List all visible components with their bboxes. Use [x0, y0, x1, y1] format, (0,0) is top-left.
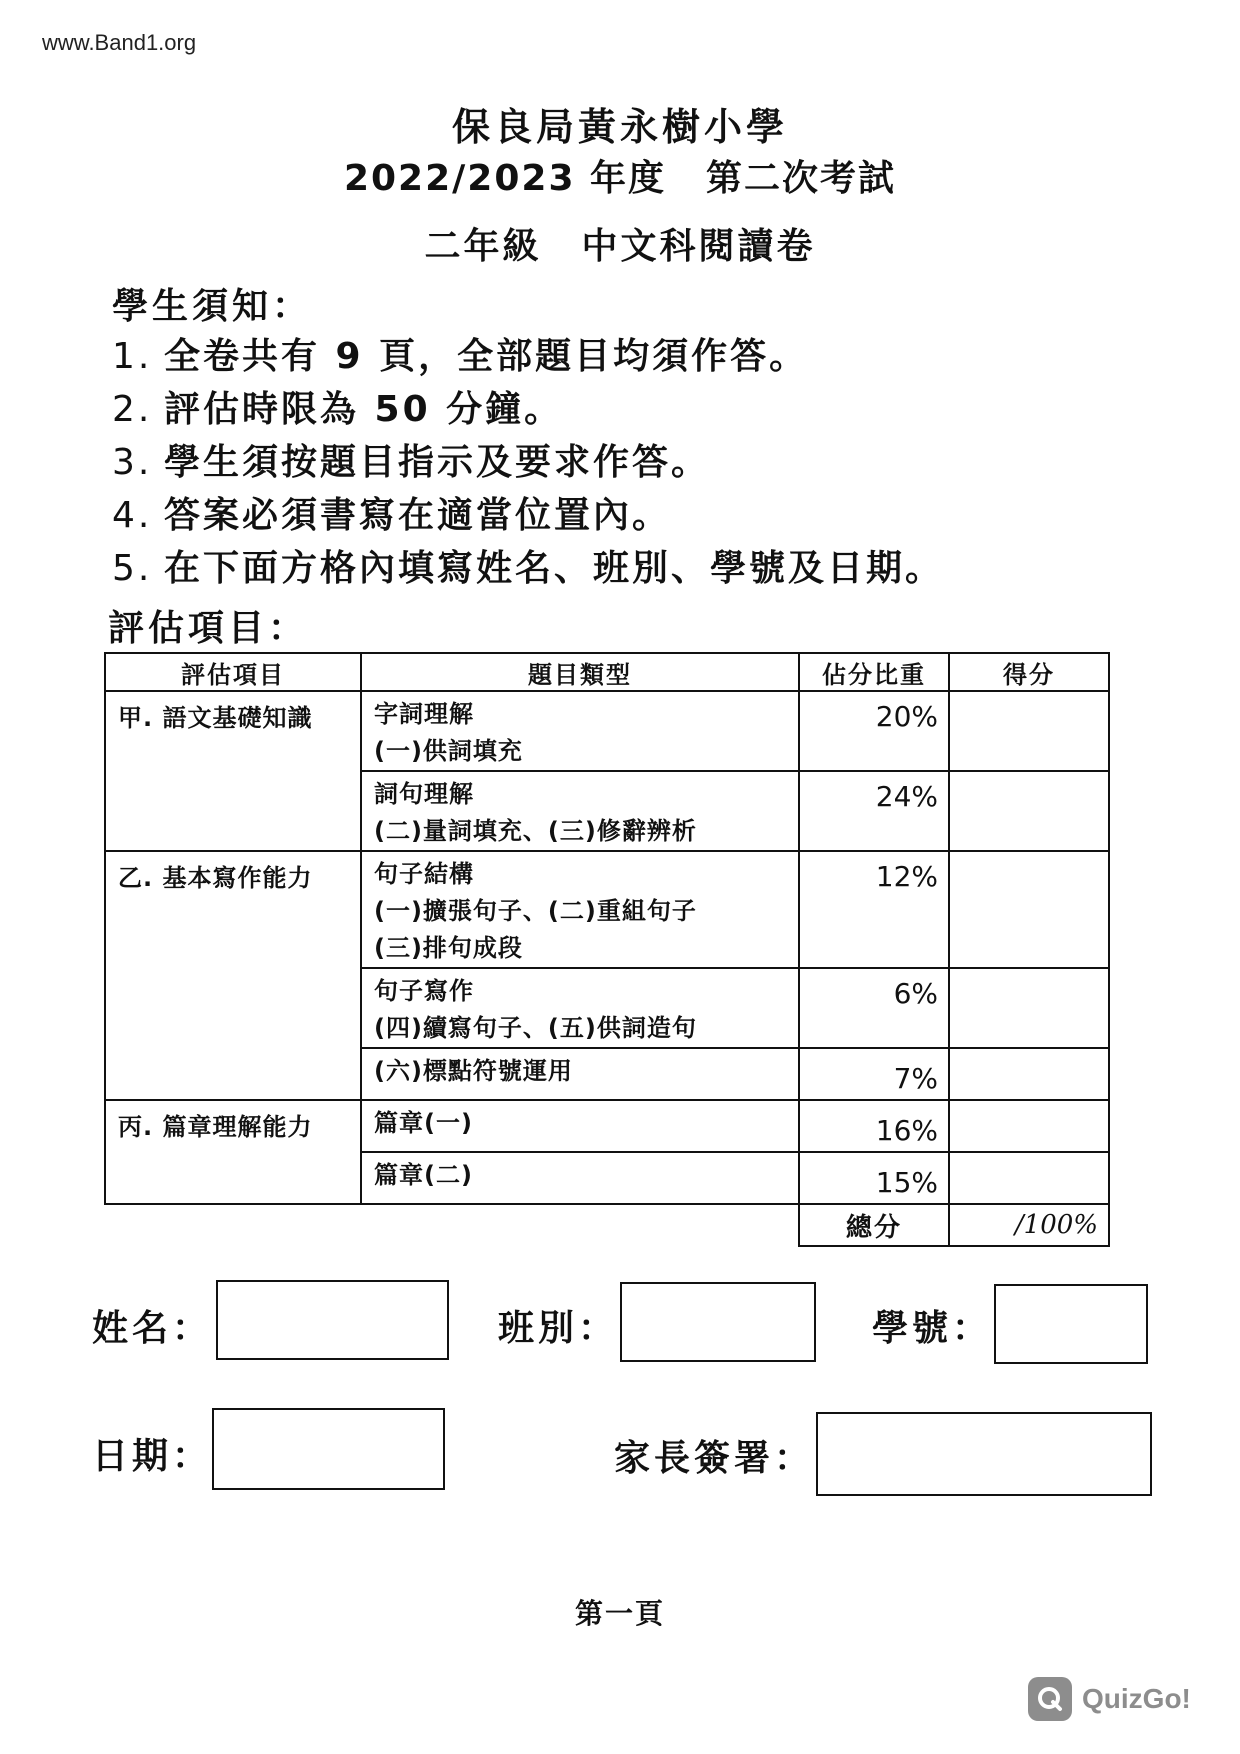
score-cell[interactable] [949, 851, 1109, 968]
question-type: 句子結構 (一)擴張句子、(二)重組句子 (三)排句成段 [361, 851, 799, 968]
rule-item: 1. 全卷共有 9 頁，全部題目均須作答。 [112, 336, 809, 377]
question-type: 句子寫作 (四)續寫句子、(五)供詞造句 [361, 968, 799, 1048]
student-number-field[interactable] [994, 1284, 1148, 1364]
score-cell[interactable] [949, 1048, 1109, 1100]
rule-item: 4. 答案必須書寫在適當位置內。 [112, 495, 672, 536]
class-label: 班別： [498, 1308, 619, 1349]
assessment-item: 甲. 語文基礎知識 [105, 691, 361, 851]
column-header: 得分 [949, 653, 1109, 691]
weight-value: 15% [799, 1152, 949, 1204]
question-type: 篇章(一) [361, 1100, 799, 1152]
total-row [105, 1204, 1109, 1246]
grade-label: 二年級 [424, 226, 542, 267]
brand-name: QuizGo! [1082, 1683, 1191, 1714]
quizgo-logo-icon [1028, 1677, 1072, 1721]
table-row [105, 1100, 1109, 1152]
student-number-label: 學號： [872, 1308, 993, 1349]
weight-value: 6% [799, 968, 949, 1048]
school-name: 保良局黃永樹小學 [451, 105, 788, 149]
school-year: 2022/2023 年度 [343, 158, 667, 199]
notice-heading: 學生須知： [112, 286, 313, 327]
column-header: 評估項目 [105, 653, 361, 691]
exam-title [0, 150, 1240, 201]
score-cell[interactable] [949, 968, 1109, 1048]
date-label: 日期： [92, 1436, 213, 1477]
name-field[interactable] [216, 1280, 449, 1360]
question-type: 字詞理解 (一)供詞填充 [361, 691, 799, 771]
weight-value: 20% [799, 691, 949, 771]
assessment-heading: 評估項目： [108, 608, 309, 649]
column-header: 佔分比重 [799, 653, 949, 691]
score-cell[interactable] [949, 1100, 1109, 1152]
name-label: 姓名： [92, 1308, 213, 1349]
brand-watermark [1028, 1676, 1191, 1722]
class-field[interactable] [620, 1282, 816, 1362]
parent-signature-field[interactable] [816, 1412, 1152, 1496]
assessment-item: 乙. 基本寫作能力 [105, 851, 361, 1100]
exam-name: 第二次考試 [706, 158, 897, 199]
rule-item: 5. 在下面方格內填寫姓名、班別、學號及日期。 [112, 548, 945, 589]
weight-value: 16% [799, 1100, 949, 1152]
table-row [105, 691, 1109, 771]
rule-item: 3. 學生須按題目指示及要求作答。 [112, 442, 711, 483]
weight-value: 12% [799, 851, 949, 968]
parent-signature-label: 家長簽署： [614, 1438, 815, 1479]
rule-item: 2. 評估時限為 50 分鐘。 [112, 389, 564, 430]
question-type: 詞句理解 (二)量詞填充、(三)修辭辨析 [361, 771, 799, 851]
paper-name: 中文科閱讀卷 [581, 226, 816, 267]
weight-value: 24% [799, 771, 949, 851]
table-header-row [105, 653, 1109, 691]
total-score: /100% [949, 1204, 1109, 1246]
total-label: 總分 [799, 1204, 949, 1246]
paper-title [0, 218, 1240, 269]
score-cell[interactable] [949, 771, 1109, 851]
table-row [105, 851, 1109, 968]
score-cell[interactable] [949, 1152, 1109, 1204]
weight-value: 7% [799, 1048, 949, 1100]
question-type: (六)標點符號運用 [361, 1048, 799, 1100]
date-field[interactable] [212, 1408, 445, 1490]
assessment-item: 丙. 篇章理解能力 [105, 1100, 361, 1204]
notice-rules [112, 330, 944, 595]
column-header: 題目類型 [361, 653, 799, 691]
question-type: 篇章(二) [361, 1152, 799, 1204]
assessment-table [104, 652, 1110, 1247]
site-url: www.Band1.org [42, 30, 197, 55]
page-number: 第一頁 [574, 1597, 665, 1630]
score-cell[interactable] [949, 691, 1109, 771]
